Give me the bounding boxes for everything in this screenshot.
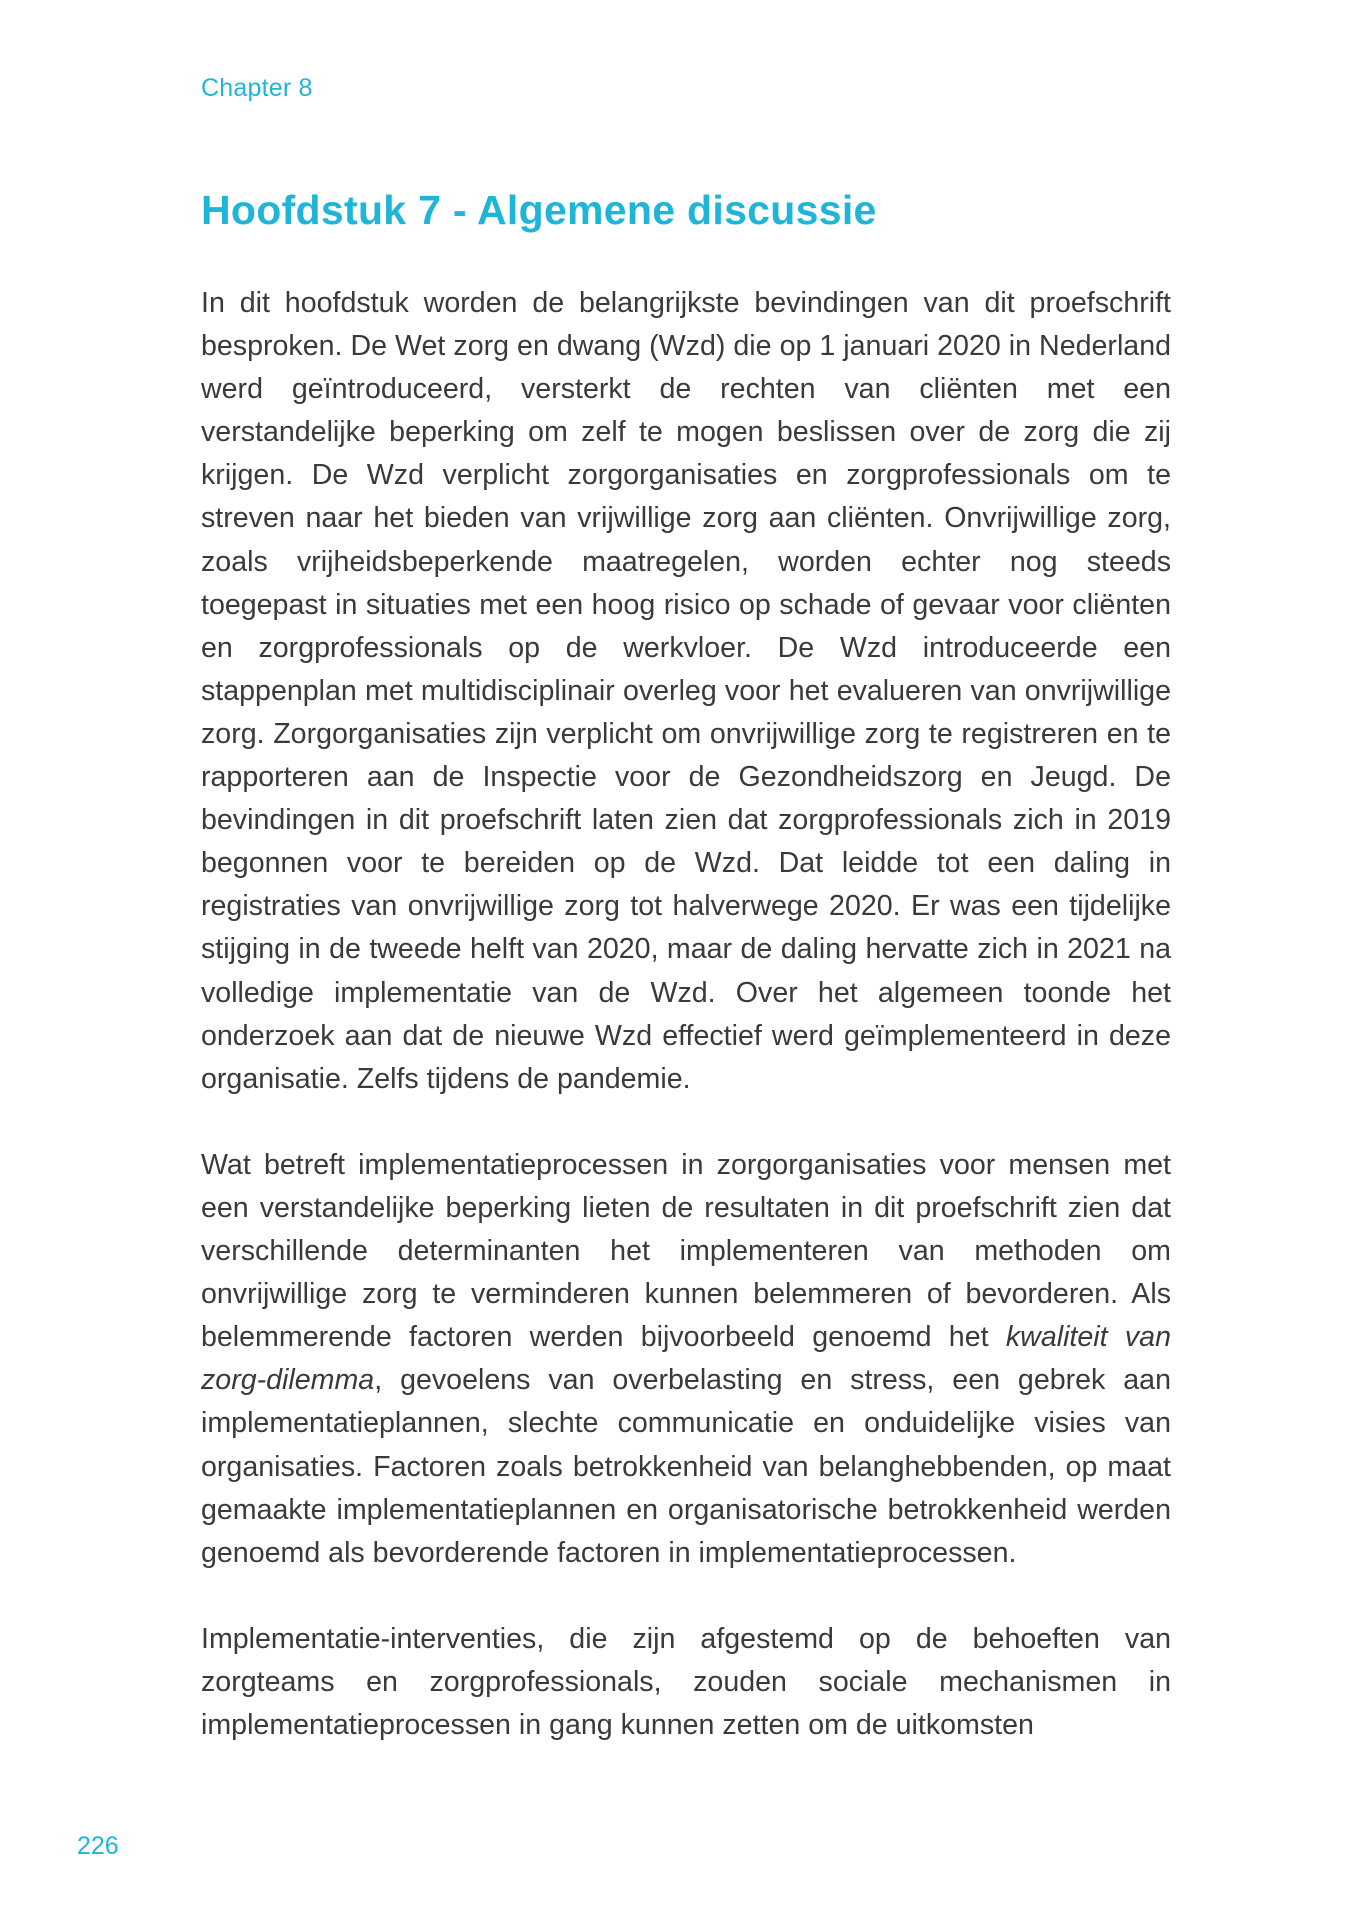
body-text	[201, 282, 1171, 1790]
paragraph-3: Implementatie-interventies, die zijn afgestemd op de behoeften van zorgteams en zorgprofessionals, zouden sociale mechanismen in implementatieprocessen in gang kunnen zetten om de uitkomsten	[201, 1622, 1171, 1742]
running-header: Chapter 8	[201, 74, 313, 102]
paragraph-2-text-after-italic: , gevoelens van overbelasting en stress, een gebrek aan implementatieplannen, slechte communicatie en onduidelijke visies van organisaties. Factoren zoals betrokkenheid van belanghebbenden, op maat gemaakte implementatieplannen en organisatorische betrokkenheid werden genoemd als bevorderende factoren in implementatieprocessen.	[201, 1364, 1171, 1569]
paragraph-1: In dit hoofdstuk worden de belangrijkste bevindingen van dit proefschrift besproken. De Wet zorg en dwang (Wzd) die op 1 januari 2020 in Nederland werd geïntroduceerd, versterkt de rechten van cliënten met een verstandelijke beperking om zelf te mogen beslissen over de zorg die zij krijgen. De Wzd verplicht zorgorganisaties en zorgprofessionals om te streven naar het bieden van vrijwillige zorg aan cliënten. Onvrijwillige zorg, zoals vrijheidsbeperkende maatregelen, worden echter nog steeds toegepast in situaties met een hoog risico op schade of gevaar voor cliënten en zorgprofessionals op de werkvloer. De Wzd introduceerde een stappenplan met multidisciplinair overleg voor het evalueren van onvrijwillige zorg. Zorgorganisaties zijn verplicht om onvrijwillige zorg te registreren en te rapporteren aan de Inspectie voor de Gezondheidszorg en Jeugd. De bevindingen in dit proefschrift laten zien dat zorgprofessionals zich in 2019 begonnen voor te bereiden op de Wzd. Dat leidde tot een daling in registraties van onvrijwillige zorg tot halverwege 2020. Er was een tijdelijke stijging in de tweede helft van 2020, maar de daling hervatte zich in 2021 na volledige implementatie van de Wzd. Over het algemeen toonde het onderzoek aan dat de nieuwe Wzd effectief werd geïmplementeerd in deze organisatie. Zelfs tijdens de pandemie.	[201, 287, 1171, 1095]
paragraph-2	[201, 1144, 1171, 1575]
chapter-title: Hoofdstuk 7 - Algemene discussie	[201, 187, 877, 233]
paragraph-2-italic-term: kwaliteit van zorg-dilemma	[201, 1321, 1171, 1397]
paragraph-2-text-before-italic: Wat betreft implementatieprocessen in zorgorganisaties voor mensen met een verstandelijke beperking lieten de resultaten in dit proefschrift zien dat verschillende determinanten het implementeren van methoden om onvrijwillige zorg te verminderen kunnen belemmeren of bevorderen. Als belemmerende factoren werden bijvoorbeeld genoemd het	[201, 1148, 1171, 1354]
page-number: 226	[77, 1832, 119, 1860]
